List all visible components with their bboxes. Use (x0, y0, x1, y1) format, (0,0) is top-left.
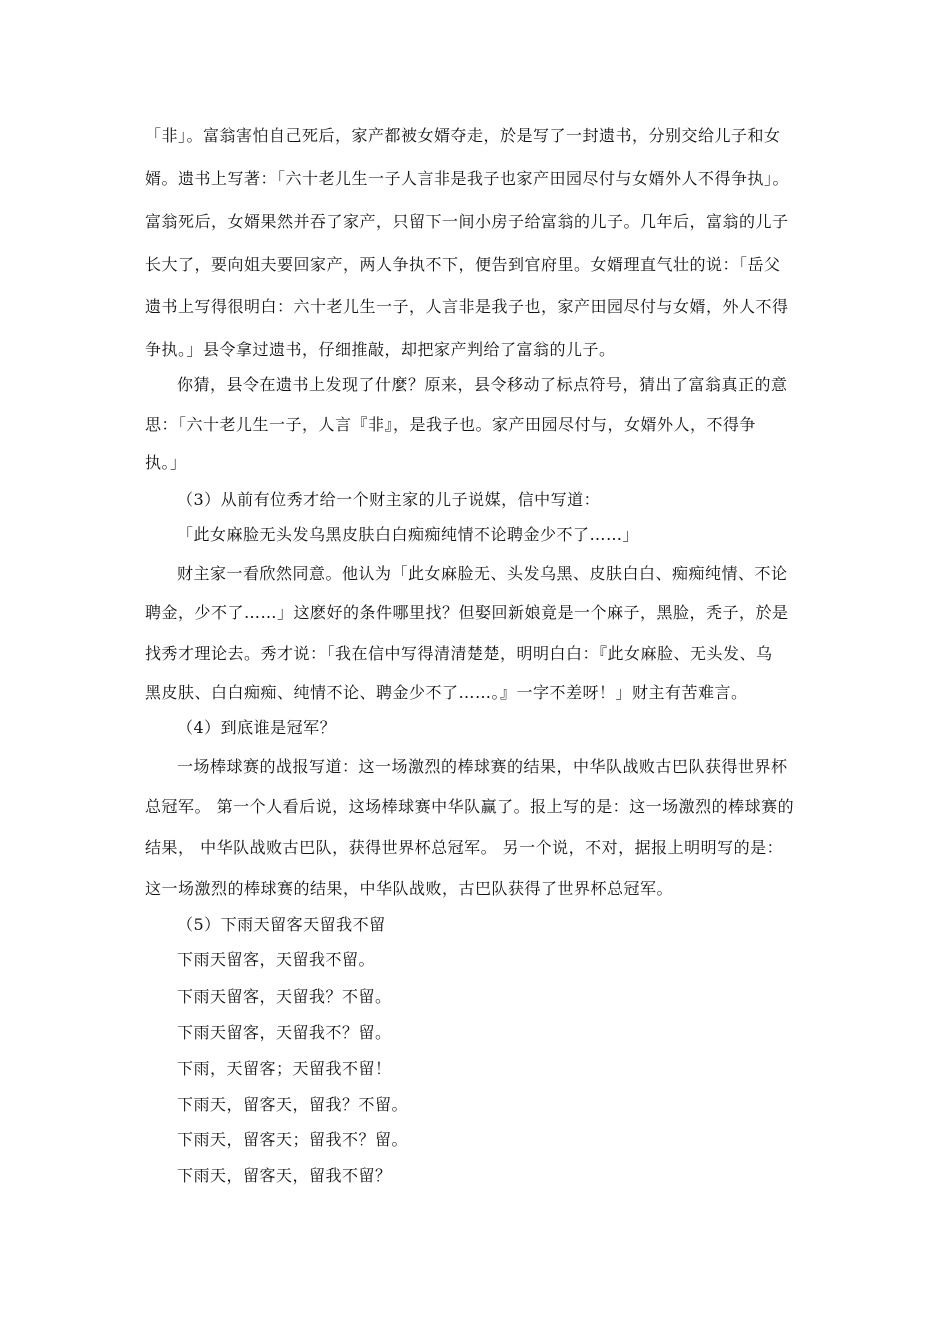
text-line: 这一场激烈的棒球赛的结果，中华队战败，古巴队获得了世界杯总冠军。 (145, 879, 674, 898)
text-line: 「此女麻脸无头发乌黑皮肤白白痴痴纯情不论聘金少不了……」 (177, 525, 640, 544)
text-line: 下雨，天留客；天留我不留！ (177, 1059, 392, 1078)
text-line: 执。」 (145, 453, 187, 472)
text-line: 思：「六十老儿生一子，人言『非』，是我子也。家产田园尽付与，女婿外人，不得争 (145, 415, 757, 434)
text-line: 黑皮肤、白白痴痴、纯情不论、聘金少不了……。』一字不差呀！」财主有苦难言。 (145, 683, 748, 702)
text-line: 长大了，要向姐夫要回家产，两人争执不下，便告到官府里。女婿理直气壮的说：「岳父 (145, 255, 781, 274)
text-line: 找秀才理论去。秀才说：「我在信中写得清清楚楚，明明白白：『此女麻脸、无头发、乌 (145, 644, 773, 663)
text-line: 下雨天，留客天，留我不留？ (177, 1166, 392, 1185)
text-line: 你猜，县令在遗书上发现了什麼？原来，县令移动了标点符号，猜出了富翁真正的意 (177, 375, 788, 394)
text-line: （5）下雨天留客天留我不留 (177, 915, 386, 934)
text-line: 遗书上写得很明白：六十老儿生一子，人言非是我子也，家产田园尽付与女婿，外人不得 (145, 297, 789, 316)
text-line: 结果， 中华队战败古巴队，获得世界杯总冠军。 另一个说，不对，据报上明明写的是： (145, 838, 784, 857)
text-line: 下雨天留客，天留我不留。 (177, 950, 376, 969)
text-line: 婿。遗书上写著：「六十老儿生一子人言非是我子也家产田园尽付与女婿外人不得争执」。 (145, 169, 790, 188)
text-line: 一场棒球赛的战报写道：这一场激烈的棒球赛的结果，中华队战败古巴队获得世界杯 (177, 757, 788, 776)
text-line: （3）从前有位秀才给一个财主家的儿子说媒，信中写道： (177, 490, 601, 509)
text-line: 财主家一看欣然同意。他认为「此女麻脸无、头发乌黑、皮肤白白、痴痴纯情、不论 (177, 564, 788, 583)
text-line: 富翁死后，女婿果然并吞了家产，只留下一间小房子给富翁的儿子。几年后，富翁的儿子 (145, 212, 789, 231)
text-line: 争执。」县令拿过遗书，仔细推敲，却把家产判给了富翁的儿子。 (145, 340, 616, 359)
text-line: 「非」。富翁害怕自己死后，家产都被女婿夺走，於是写了一封遗书，分别交给儿子和女 (145, 126, 781, 145)
text-line: 总冠军。 第一个人看后说，这场棒球赛中华队赢了。报上写的是：这一场激烈的棒球赛的 (145, 797, 795, 816)
text-line: （4）到底谁是冠军？ (177, 718, 337, 737)
text-line: 下雨天，留客天，留我？不留。 (177, 1095, 409, 1114)
text-line: 下雨天留客，天留我？不留。 (177, 987, 392, 1006)
text-line: 下雨天留客，天留我不？留。 (177, 1023, 392, 1042)
text-line: 下雨天，留客天；留我不？留。 (177, 1130, 409, 1149)
text-line: 聘金，少不了……」这麽好的条件哪里找？但娶回新娘竟是一个麻子，黑脸，秃子，於是 (145, 603, 789, 622)
